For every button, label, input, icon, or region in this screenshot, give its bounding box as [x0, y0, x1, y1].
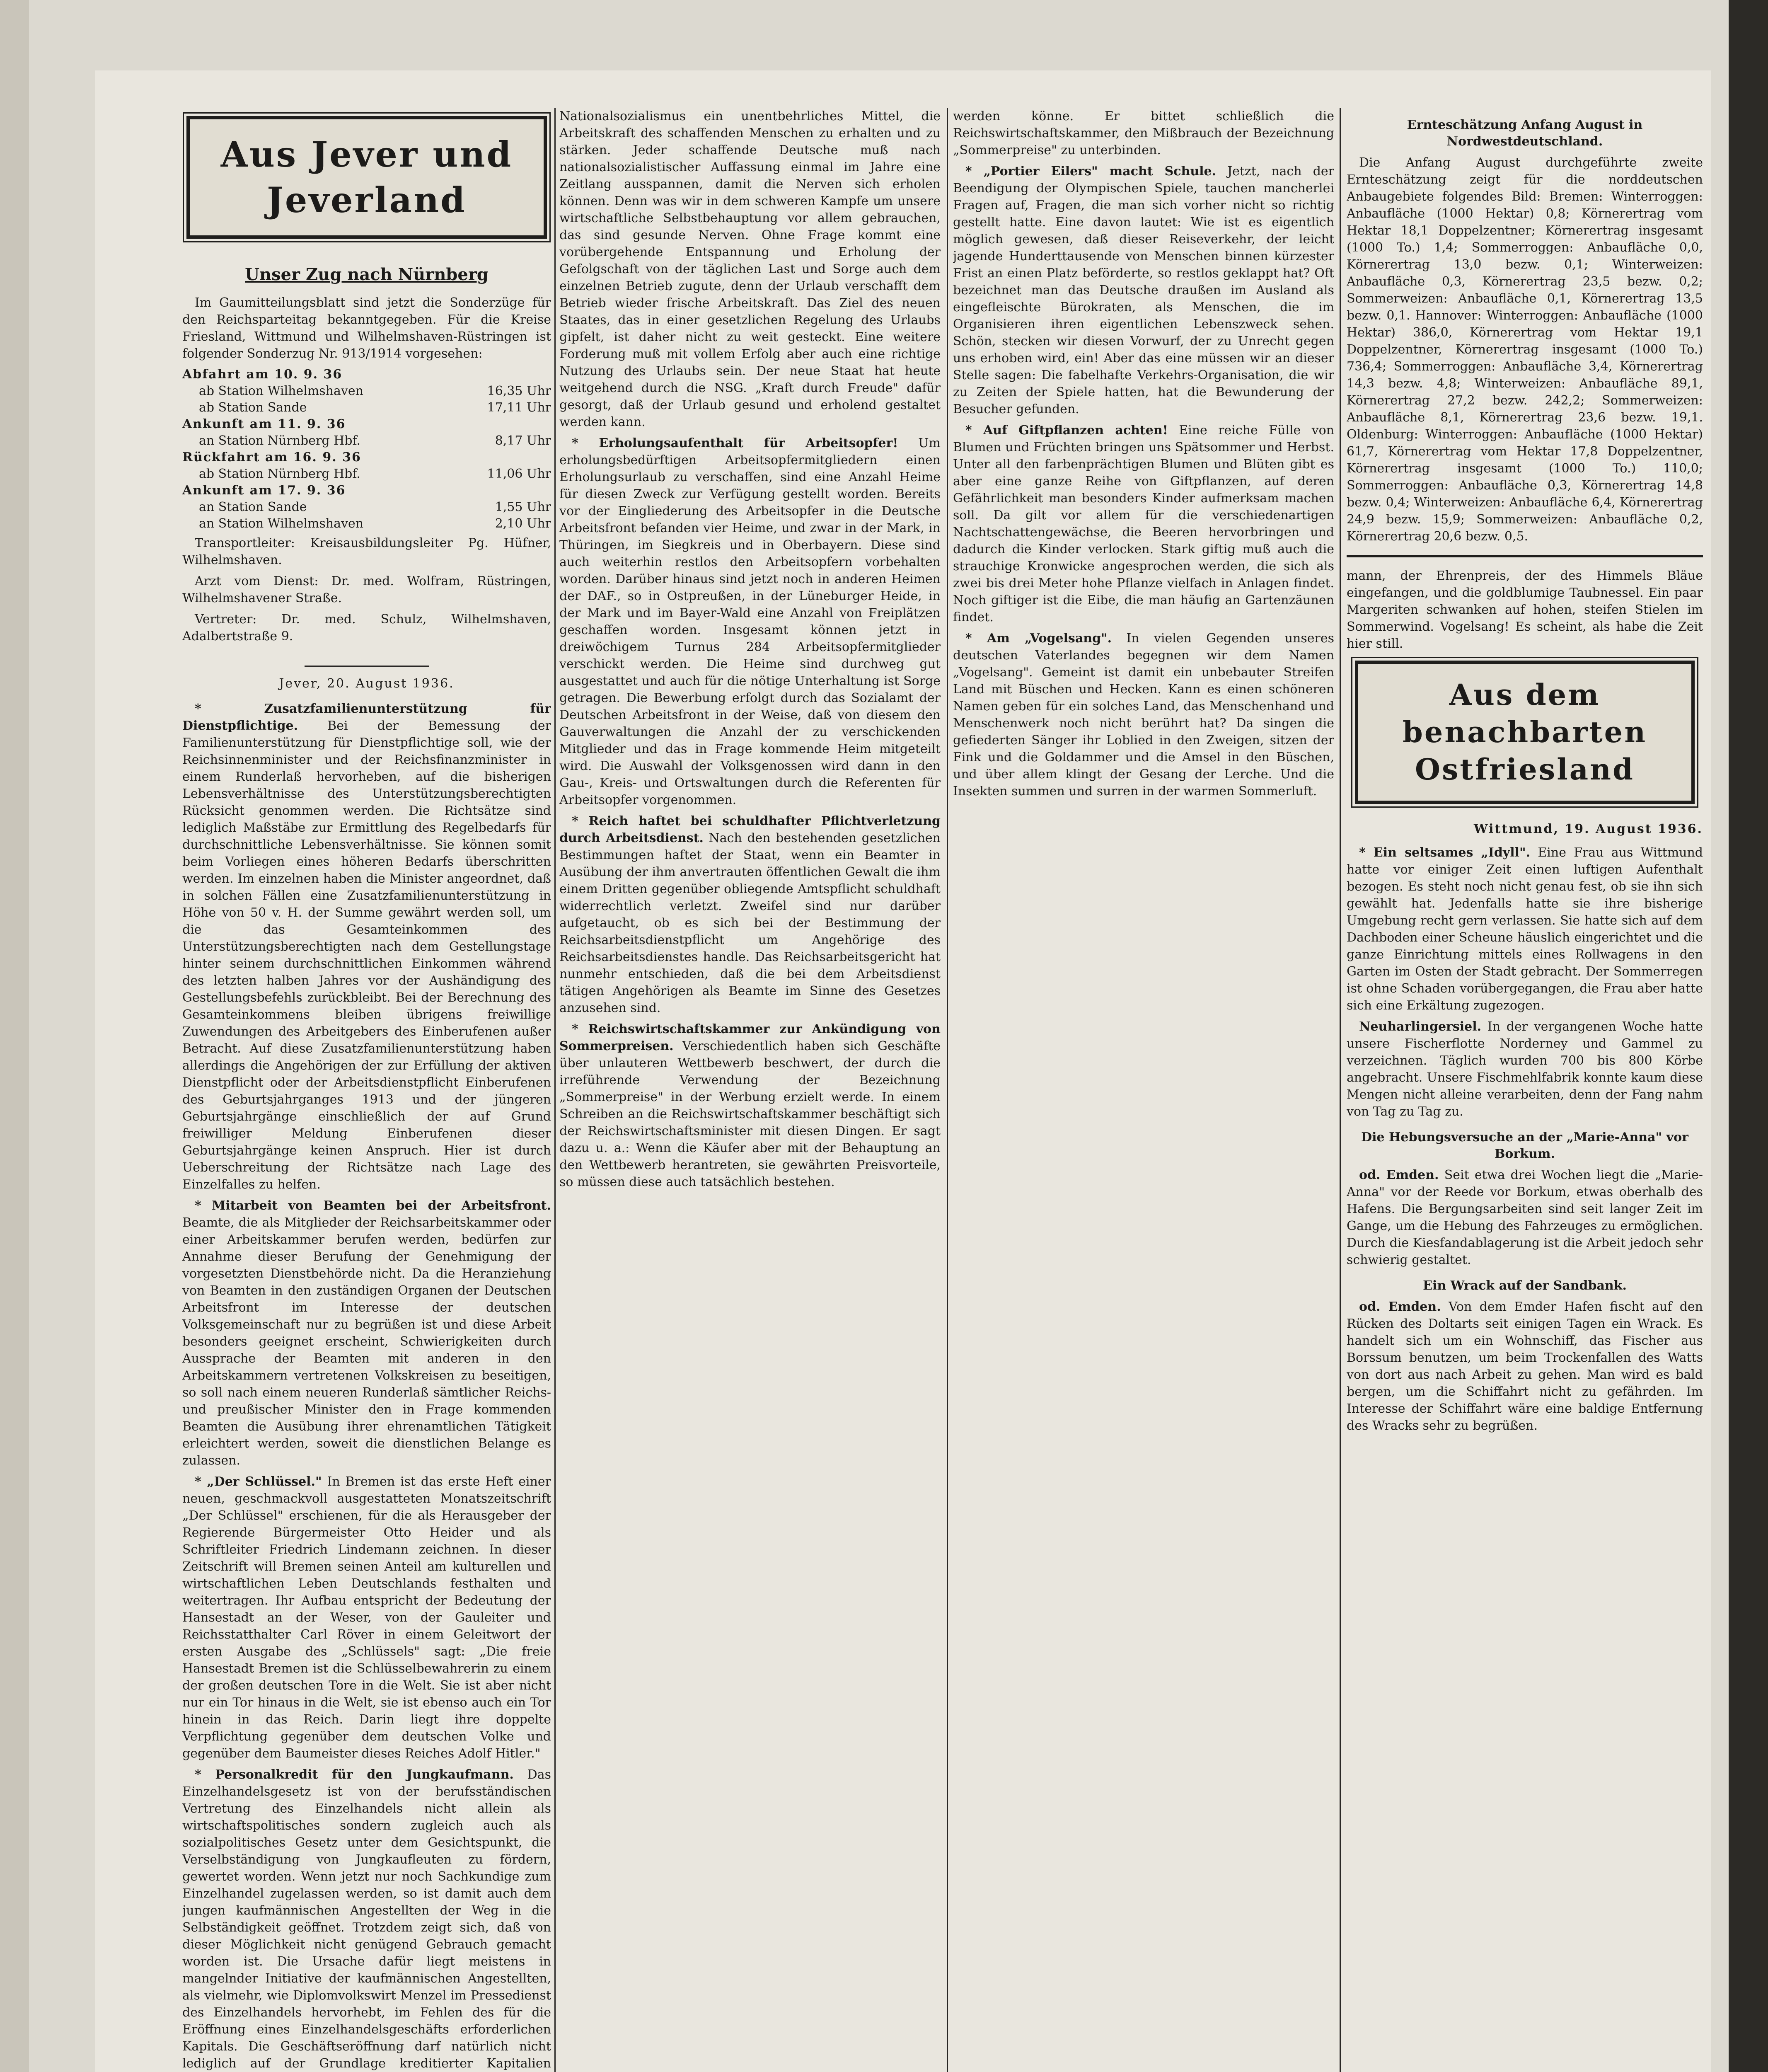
article-paragraph: [1347, 1167, 1703, 1268]
column-3: [953, 108, 1334, 2072]
paragraph-text: Eine reiche Fülle von Blumen und Früchten bringen uns Spätsommer und Herbst. Unter all den farbenprächtigen Blumen und Blüten gibt es aber eine ganze Reihe von Giftpflanzen, auf deren Gefährlichkeit man besonders Kinder aufmerksam machen soll. Da gilt vor allem für die verschiedenartigen Nachtschattengewächse, die Beeren hervorbringen und dadurch die Kinder verlocken. Stark giftig muß auch die strauchige Kronwicke angesprochen werden, die sich als zwei bis drei Meter hohe Pflanze vielfach in Anlagen findet. Noch giftiger ist die Eibe, die man häufig an Gartenzäunen findet.: [953, 423, 1334, 625]
paragraph-text: In der vergangenen Woche hatte unsere Fischerflotte Norderney und Gammel zu verzeichnen. Täglich wurden 700 bis 800 Körbe angebracht. Unsere Fischmehlfabrik konnte kaum diese Mengen nicht alleine verarbeiten, denn der Fang nahm von Tag zu Tag zu.: [1347, 1019, 1703, 1119]
column-rule: [554, 108, 556, 2072]
duty-doctor: Arzt vom Dienst: Dr. med. Wolfram, Rüstringen, Wilhelmshavener Straße.: [182, 574, 551, 605]
paragraph-text: Das Einzelhandelsgesetz ist von der berufsständischen Vertretung des Einzelhandels nicht allein als wirtschaftspolitisches sondern zugleich auch als sozialpolitisches Gesetz unter dem Gesichtspunkt, die Verselbständigung von Jungkaufleuten zu fördern, gewertet worden. Wenn jetzt nur noch Sachkundige zum Einzelhandel zugelassen werden, so ist damit auch dem jungen kaufmännischen Angestellten der Weg in die Selbständigkeit geöffnet. Trotzdem zeigt sich, daß von dieser Möglichkeit nicht genügend Gebrauch gemacht worden ist. Die Ursache dafür liegt meistens in mangelnder Initiative der kaufmännischen Angestellten, als vielmehr, wie Diplomvolkswirt Menzel im Pressedienst des Einzelhandels hervorhebt, im Fehlen des für die Eröffnung eines Einzelhandelsgeschäfts erforderlichen Kapitals. Die Geschäftseröffnung darf natürlich nicht lediglich auf der Grundlage kreditierter Kapitalien: [182, 1767, 551, 2071]
paragraph-text: Um erholungsbedürftigen Arbeitsopfermitgliedern einen Erholungsurlaub zu verschaffen, sind eine Anzahl Heime für diesen Zweck zur Verfügung gestellt worden. Bereits vor der Eingliederung des Arbeitsopfer in die Deutsche Arbeitsfront befanden vier Heime, und zwar in der Mark, in Thüringen, im Siegkreis und in Oberbayern. Diese sind auch weiterhin restlos den Arbeitsopfern vorbehalten worden. Darüber hinaus sind jetzt noch in anderen Heimen der DAF., so in Ostpreußen, in der Lüneburger Heide, in der Mark und im Bayer-Wald eine Anzahl von Freiplätzen geschaffen worden. Insgesamt können jetzt in dreiwöchigem Turnus 284 Arbeitsopfermitglieder verschickt werden. Die Heime sind durchweg gut ausgestattet und auch für die nötige Unterhaltung ist Sorge getragen. Die Bewerbung erfolgt durch das Sozialamt der Deutschen Arbeitsfront in der Weise, daß von diesem den Gauverwaltungen die Anzahl der zu verschickenden Mitglieder und das in Frage kommende Heim mitgeteilt wird. Die Auswahl der Volksgenossen wird dann in den Gau-, Kreis- und Ortswaltungen durch die Referenten für Arbeitsopfer vorgenommen.: [559, 436, 941, 807]
paragraph-lead: * Auf Giftpflanzen achten!: [965, 423, 1168, 438]
schedule-station: ab Station Nürnberg Hbf.: [199, 467, 360, 481]
scan-border-left: [0, 0, 29, 2072]
article-paragraph: [953, 630, 1334, 800]
article-heading: Die Hebungsversuche an der „Marie-Anna" vor Borkum.: [1361, 1130, 1688, 1161]
article-paragraph: Nationalsozialismus ein unentbehrliches Mittel, die Arbeitskraft des schaffenden Menschen zu erhalten und zu stärken. Jeder schaffende Deutsche muß nach nationalsozialistischer Auffassung einmal im Jahre eine Zeitlang ausspannen, damit die Nerven sich erholen können. Denn was wir in dem schweren Kampfe um unsere wirtschaftliche Selbstbehauptung vor allem gebrauchen, das sind gesunde Nerven. Ohne Frage kommt eine vorübergehende Entspannung und Erholung der Gefolgschaft von der täglichen Last und Sorge auch dem einzelnen Betrieb zugute, denn der Urlaub verschafft dem Betrieb wieder frische Arbeitskraft. Das Ziel des neuen Staates, das in einer gesetzlichen Regelung des Urlaubs gipfelt, ist daher nicht zu weit gesteckt. Eine weitere Forderung muß mit vollem Erfolg aber auch eine richtige Nutzung des Urlaubs sein. Der neue Staat hat heute weitgehend durch die NSG. „Kraft durch Freude" dafür gesorgt, daß der Urlaub gesund und erholend gestaltet werden kann.: [559, 109, 941, 429]
article-paragraph: [1347, 844, 1703, 1014]
schedule-time: 1,55 Uhr: [495, 500, 551, 514]
schedule-row: [182, 399, 551, 416]
schedule-row: [182, 449, 551, 466]
scan-border-right: [1729, 0, 1768, 2072]
schedule-station: an Station Nürnberg Hbf.: [199, 433, 361, 448]
schedule-station: Ankunft am 11. 9. 36: [182, 417, 346, 431]
article-paragraph: [559, 813, 941, 1017]
paragraph-lead: * Reich haftet bei schuldhafter Pflichtverletzung durch Arbeitsdienst.: [559, 814, 941, 845]
schedule-station: Abfahrt am 10. 9. 36: [182, 367, 343, 382]
harvest-report: Die Anfang August durchgeführte zweite Ernteschätzung zeigt für die norddeutschen Anbaugebiete folgendes Bild: Bremen: Winterroggen: Anbaufläche (1000 Hektar) 0,8; Körnerertrag vom Hektar 18,1 Doppelzentner; Körnerertrag insgesamt (1000 To.) 1,4; Sommerroggen: Anbaufläche 0,0, Körnerertrag 13,0 bezw. 0,1; Winterweizen: Anbaufläche 0,3, Körnerertrag 23,5 bezw. 0,2; Sommerweizen: Anbaufläche 0,1, Körnerertrag 13,5 bezw. 0,1. Hannover: Winterroggen: Anbaufläche (1000 Hektar) 386,0, Körnerertrag vom Hektar 19,1 Doppelzentner, Körnerertrag insgesamt (1000 To.) 736,4; Sommerroggen: Anbaufläche 3,4, Körnerertrag 14,3 bezw. 4,8; Winterweizen: Anbaufläche 89,1, Körnerertrag 27,2 bezw. 242,2; Sommerweizen: Anbaufläche 8,1, Körnerertrag 23,6 bezw. 19,1. Oldenburg: Winterroggen: Anbaufläche (1000 Hektar) 61,7, Körnerertrag vom Hektar 17,8 Doppelzentner, Körnerertrag insgesamt (1000 To.) 110,0; Sommerroggen: Anbaufläche 0,3, Körnerertrag 14,8 bezw. 0,4; Winterweizen: Anbaufläche 6,4, Körnerertrag 24,9 bezw. 15,9; Sommerweizen: Anbaufläche 0,2, Körnerertrag 20,6 bezw. 0,5.: [1347, 155, 1703, 544]
schedule-row: [182, 466, 551, 482]
paragraph-lead: * Zusatzfamilienunterstützung für Dienstpflichtige.: [182, 702, 551, 733]
paragraph-text: Seit etwa drei Wochen liegt die „Marie-Anna" vor der Reede vor Borkum, etwas oberhalb des Hafens. Die Bergungsarbeiten sind seit langer Zeit im Gange, um die Hebung des Fahrzeuges zu ermöglichen. Durch die Kiesfandablagerung ist die Arbeit jedoch sehr schwierig gestaltet.: [1347, 1168, 1703, 1267]
paragraph-lead: * Personalkredit für den Jungkaufmann.: [195, 1767, 514, 1782]
article-paragraph: [1347, 1018, 1703, 1120]
paragraph-text: Nach den bestehenden gesetzlichen Bestimmungen haftet der Staat, wenn ein Beamter in Ausübung der ihm anvertrauten öffentlichen Gewalt die ihm einem Dritten gegenüber obliegende Amtspflicht schuldhaft widerrechtlich verletzt. Zweifel sind nur darüber aufgetaucht, ob es sich bei der Bestimmung der Reichsarbeitsdienstpflicht um Angehörige des Reichsarbeitsdienstes handle. Das Reichsarbeitsgericht hat nunmehr entschieden, daß die bei dem Arbeitsdienst tätigen Angehörigen als Beamte im Sinne des Gesetzes anzusehen sind.: [559, 831, 941, 1015]
column-rule: [1340, 108, 1341, 2072]
schedule-rows: [182, 366, 551, 532]
paragraph-lead: od. Emden.: [1359, 1300, 1441, 1314]
article-intro: Im Gaumitteilungsblatt sind jetzt die Sonderzüge für den Reichsparteitag bekanntgegeben. Für die Kreise Friesland, Wittmund und Wilhelmshaven-Rüstringen ist folgender Sonderzug Nr. 913/1914 vorgesehen:: [182, 295, 551, 361]
schedule-row: [182, 499, 551, 516]
article-paragraph: [182, 700, 551, 1193]
schedule-time: 17,11 Uhr: [487, 400, 551, 415]
paragraph-lead: * „Portier Eilers" macht Schule.: [965, 164, 1217, 179]
schedule-row: [182, 482, 551, 499]
column-4: [1347, 108, 1703, 2072]
article-paragraph: [559, 435, 941, 808]
schedule-station: an Station Sande: [199, 500, 307, 514]
schedule-time: 2,10 Uhr: [495, 516, 551, 531]
paragraph-lead: * „Der Schlüssel.": [195, 1474, 322, 1489]
paragraph-text: Bei der Bemessung der Familienunterstützung für Dienstpflichtige soll, wie der Reichsinnenminister und der Reichsfinanzminister in einem Runderlaß hervorheben, auf die bisherigen Lebensverhältnisse des Unterstützungsberechtigten Rücksicht genommen werden. Die Richtsätze sind lediglich Maßstäbe zur Ermittlung des Regelbedarfs für durchschnittliche Lebensverhältnisse. Sie können somit beim Vorliegen eines höheren Bedarfs überschritten werden. Im einzelnen haben die Minister angeordnet, daß in solchen Fällen eine Zusatzfamilienunterstützung in Höhe von 50 v. H. der Summe gewährt werden soll, um die das Gesamteinkommen des Unterstützungsberechtigten nach dem Gestellungstage hinter seinem durchschnittlichen Einkommen während des letzten halben Jahres vor der Aushändigung des Gestellungsbefehls zurückbleibt. Bei der Berechnung des Gesamteinkommens bleiben übrigens freiwillige Zuwendungen des Arbeitgebers des Einberufenen außer Betracht. Auf diese Zusatzfamilienunterstützung haben allerdings die Angehörigen der zur Erfüllung der aktiven Dienstpflicht oder der Arbeitsdienstpflicht Einberufenen des Geburtsjahrganges 1913 und der jüngeren Geburtsjahrgänge einschließlich der auf Grund freiwilliger Meldung Einberufenen dieser Geburtsjahrgänge keinen Anspruch. Hier ist durch Ueberschreitung der Richtsätze nach Lage des Einzelfalles zu helfen.: [182, 719, 551, 1192]
paragraph-text: Eine Frau aus Wittmund hatte vor einiger Zeit einen luftigen Aufenthalt bezogen. Es steht noch nicht genau fest, ob sie ihn sich gewählt hat. Jedenfalls hatte sie ihre bisherige Umgebung recht gern verlassen. Sie hatte sich auf dem Dachboden einer Scheune häuslich eingerichtet und die ganze Einrichtung mittels eines Rollwagens in den Garten im Osten der Stadt gebracht. Der Sommerregen ist ohne Schaden vorübergegangen, die Frau aber hatte sich eine Erkältung zugezogen.: [1347, 845, 1703, 1013]
article-heading: Ein Wrack auf der Sandbank.: [1423, 1278, 1627, 1293]
train-schedule: [182, 366, 551, 532]
paragraph-lead: * Erholungsaufenthalt für Arbeitsopfer!: [572, 436, 898, 450]
paragraph-lead: * Am „Vogelsang".: [965, 631, 1112, 646]
schedule-row: [182, 383, 551, 399]
article-paragraph: werden könne. Er bittet schließlich die Reichswirtschaftskammer, den Mißbrauch der Bezeichnung „Sommerpreise" zu unterbinden.: [953, 109, 1334, 157]
newspaper-page: [95, 70, 1711, 2072]
paragraph-text: Verschiedentlich haben sich Geschäfte über unlauteren Wettbewerb beschwert, der durch die irreführende Verwendung der Bezeichnung „Sommerpreise" in der Werbung erzielt werde. In einem Schreiben an die Reichswirtschaftskammer beschäftigt sich der Reichswirtschaftsminister mit diesen Dingen. Er sagt dazu u. a.: Wenn die Käufer aber mit der Behauptung an den Wettbewerb herantreten, sie gewährten Preisvorteile, so müssen diese auch tatsächlich bestehen.: [559, 1039, 941, 1189]
section-masthead: Aus dem benachbarten Ostfriesland: [1355, 661, 1695, 804]
article-paragraph: [953, 163, 1334, 418]
schedule-time: 16,35 Uhr: [487, 384, 551, 398]
schedule-time: 8,17 Uhr: [495, 433, 551, 448]
paragraph-text: In Bremen ist das erste Heft einer neuen, geschmackvoll ausgestatteten Monatszeitschrift „Der Schlüssel" erschienen, für die als Herausgeber der Regierende Bürgermeister Otto Heider und als Schriftleiter Friedrich Lindemann zeichnen. In dieser Zeitschrift will Bremen seinen Anteil am kulturellen und wirtschaftlichen Leben Deutschlands festhalten und weitertragen. Ihr Aufbau entspricht der Bedeutung der Hansestadt an der Weser, von der Gauleiter und Reichsstatthalter Carl Röver in einem Geleitwort der ersten Ausgabe des „Schlüssels" sagt: „Die freie Hansestadt Bremen ist die Schlüsselbewahrerin zu einem der großen deutschen Tore in die Welt. Sie ist aber nicht nur ein Tor hinaus in die Welt, sie ist ebenso auch ein Tor hinein in das Reich. Darin liegt ihre doppelte Verpflichtung gegenüber dem deutschen Volke und gegenüber dem Baumeister dieses Reiches Adolf Hitler.": [182, 1474, 551, 1761]
schedule-row: [182, 433, 551, 449]
article-paragraph: [182, 1766, 551, 2072]
paragraph-lead: * Ein seltsames „Idyll".: [1359, 845, 1531, 860]
article-paragraph: [182, 1197, 551, 1469]
harvest-heading: Ernteschätzung Anfang August in Nordwestdeutschland.: [1407, 118, 1643, 149]
schedule-row: [182, 516, 551, 532]
deputy-doctor: Vertreter: Dr. med. Schulz, Wilhelmshaven, Adalbertstraße 9.: [182, 612, 551, 644]
dateline: Wittmund, 19. August 1936.: [1473, 822, 1703, 836]
paragraph-lead: Neuharlingersiel.: [1359, 1019, 1482, 1034]
schedule-station: Rückfahrt am 16. 9. 36: [182, 450, 361, 465]
schedule-station: Ankunft am 17. 9. 36: [182, 483, 346, 498]
article-paragraph: mann, der Ehrenpreis, der des Himmels Bläue eingefangen, und die goldblumige Taubnessel. Ein paar Margeriten schwanken auf hohen, steifen Stielen im Sommerwind. Vogelsang! Es scheint, als habe die Zeit hier still.: [1347, 569, 1703, 651]
transport-leader: Transportleiter: Kreisausbildungsleiter Pg. Hüfner, Wilhelmshaven.: [182, 536, 551, 567]
article-paragraph: [953, 422, 1334, 626]
column-1: [182, 108, 551, 2072]
article-paragraph: [1347, 1298, 1703, 1434]
paragraph-lead: od. Emden.: [1359, 1168, 1439, 1182]
schedule-station: ab Station Wilhelmshaven: [199, 384, 363, 398]
section-divider: [1347, 555, 1703, 557]
schedule-row: [182, 416, 551, 433]
paragraph-text: Beamte, die als Mitglieder der Reichsarbeitskammer oder einer Arbeitskammer berufen werden, bedürfen zur Annahme dieser Berufung der Genehmigung der vorgesetzten Dienstbehörde nicht. Da die Heranziehung von Beamten in den zuständigen Organen der Deutschen Arbeitsfront im Interesse der deutschen Volksgemeinschaft nur zu begrüßen ist und diese Arbeit besonders geeignet erscheint, Schwierigkeiten durch Aussprache der Beamten mit anderen in den Arbeitskammern vertretenen Volkskreisen zu beseitigen, so soll nach einem neueren Runderlaß sämtlicher Reichs- und preußischer Minister den in Frage kommenden Beamten die Ausübung ihrer ehrenamtlichen Tätigkeit erleichtert werden, soweit die dienstlichen Belange es zulassen.: [182, 1215, 551, 1468]
section-masthead: Aus Jever und Jeverland: [186, 116, 547, 239]
article-paragraph: [559, 1021, 941, 1191]
paragraph-lead: * Mitarbeit von Beamten bei der Arbeitsfront.: [195, 1198, 551, 1213]
article-paragraph: [182, 1473, 551, 1762]
paragraph-lead: * Reichswirtschaftskammer zur Ankündigung von Sommerpreisen.: [559, 1022, 941, 1053]
article-heading: Unser Zug nach Nürnberg: [245, 265, 489, 284]
dateline: Jever, 20. August 1936.: [182, 666, 551, 692]
schedule-station: an Station Wilhelmshaven: [199, 516, 364, 531]
schedule-station: ab Station Sande: [199, 400, 307, 415]
paragraph-text: In vielen Gegenden unseres deutschen Vaterlandes begegnen wir dem Namen „Vogelsang". Gemeint ist damit ein unbebauter Streifen Land mit Büschen und Hecken. Kann es einen schöneren Namen geben für ein solches Land, das Menschenhand und Menschenwerk noch nicht berührt hat? Da singen die gefiederten Sänger ihr Loblied in den Zweigen, sitzen der Fink und die Goldammer und die Amsel in den Büschen, und über allem klingt der Gesang der Lerche. Und die Insekten summen und surren in der warmen Sommerluft.: [953, 631, 1334, 799]
schedule-row: [182, 366, 551, 383]
column-2: [559, 108, 941, 2072]
column-rule: [947, 108, 948, 2072]
schedule-time: 11,06 Uhr: [487, 467, 551, 481]
paragraph-text: Von dem Emder Hafen fischt auf den Rücken des Doltarts seit einigen Tagen ein Wrack. Es handelt sich um ein Wohnschiff, das Fischer aus Borssum benutzen, um beim Trockenfallen des Watts von dort aus nach Arbeit zu gehen. Man wird es bald bergen, um die Schiffahrt nicht zu gefährden. Im Interesse der Schiffahrt wäre eine baldige Entfernung des Wracks sehr zu begrüßen.: [1347, 1300, 1703, 1433]
paragraph-text: Jetzt, nach der Beendigung der Olympischen Spiele, tauchen mancherlei Fragen auf, Fragen, die man sich vorher nicht so richtig gestellt hatte. Eine davon lautet: Wie ist es eigentlich möglich gewesen, daß dieser Reiseverkehr, der leicht jagende Hunderttausende von Menschen binnen kürzester Frist an einen Platz beförderte, so restlos geklappt hat? Oft bezeichnet man das Deutsche draußen im Ausland als eingefleischte Bürokraten, als Menschen, die im Organisieren ihren eigentlichen Lebenszweck sehen. Schön, stecken wir diesen Vorwurf, der zu Unrecht gegen uns erhoben wird, ein! Aber das eine müssen wir an dieser Stelle sagen: Die fabelhafte Verkehrs-Organisation, die wir zu Zeiten der Spiele hatten, hat die Bewunderung der Besucher gefunden.: [953, 164, 1334, 416]
